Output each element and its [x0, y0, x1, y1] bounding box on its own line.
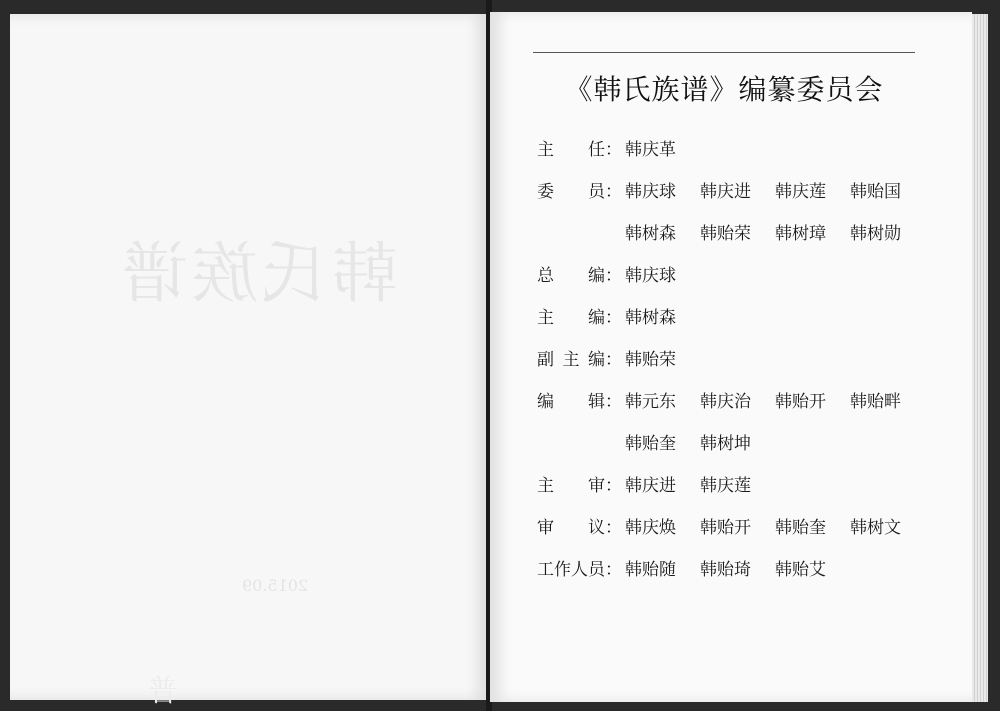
member-name: 韩元东	[625, 391, 676, 412]
role-label-part: 委	[537, 181, 554, 202]
member-name: 韩庆莲	[700, 475, 751, 496]
committee-row	[537, 210, 937, 252]
member-name: 韩贻琦	[700, 559, 751, 580]
member-name: 韩贻奎	[775, 517, 826, 538]
member-names	[625, 261, 700, 286]
member-name: 韩庆莲	[775, 181, 826, 202]
role-label	[537, 135, 605, 160]
committee-row	[537, 126, 937, 168]
role-label-part: 员	[588, 181, 605, 202]
member-name: 韩树勋	[850, 223, 901, 244]
role-label-part: 工作人员	[537, 559, 605, 580]
committee-row	[537, 336, 937, 378]
bleed-through-mark: 普	[148, 674, 178, 709]
role-colon: ：	[605, 559, 622, 580]
committee-row	[537, 420, 937, 462]
member-name: 韩贻随	[625, 559, 676, 580]
page-title: 《韩氏族谱》编纂委员会	[564, 73, 884, 106]
role-label-part: 主	[537, 307, 554, 328]
member-name: 韩树文	[850, 517, 901, 538]
role-label-part: 编	[537, 391, 554, 412]
role-label-part: 主	[537, 475, 554, 496]
member-name: 韩贻荣	[700, 223, 751, 244]
role-label	[537, 177, 605, 202]
page-edges	[972, 14, 988, 702]
member-name: 韩庆革	[625, 139, 676, 160]
member-name: 韩庆进	[700, 181, 751, 202]
member-name: 韩树璋	[775, 223, 826, 244]
member-names	[625, 429, 775, 454]
member-name: 韩贻开	[775, 391, 826, 412]
bleed-through-title: 韩氏族谱	[118, 235, 398, 312]
role-label-part: 副	[537, 349, 554, 370]
role-label-part: 任	[588, 139, 605, 160]
role-colon: ：	[605, 517, 622, 538]
member-name: 韩树坤	[700, 433, 751, 454]
role-label-part: 辑	[588, 391, 605, 412]
role-label	[537, 513, 605, 538]
committee-row	[537, 378, 937, 420]
role-label	[537, 471, 605, 496]
committee-row	[537, 294, 937, 336]
member-name: 韩庆球	[625, 181, 676, 202]
role-colon: ：	[605, 181, 622, 202]
member-name: 韩贻艾	[775, 559, 826, 580]
member-name: 韩庆进	[625, 475, 676, 496]
role-colon: ：	[605, 307, 622, 328]
member-name: 韩贻荣	[625, 349, 676, 370]
member-names	[625, 303, 700, 328]
member-names	[625, 219, 925, 244]
role-label	[537, 387, 605, 412]
role-label	[537, 345, 605, 370]
role-label-part: 编	[588, 307, 605, 328]
committee-row	[537, 168, 937, 210]
member-names	[625, 177, 925, 202]
member-name: 韩树森	[625, 307, 676, 328]
left-page	[10, 14, 488, 709]
committee-row	[537, 252, 937, 294]
role-colon: ：	[605, 349, 622, 370]
member-name: 韩庆治	[700, 391, 751, 412]
member-name: 韩贻开	[700, 517, 751, 538]
role-label	[537, 261, 605, 286]
member-name: 韩树森	[625, 223, 676, 244]
member-names	[625, 513, 925, 538]
member-name: 韩贻国	[850, 181, 901, 202]
member-name: 韩贻畔	[850, 391, 901, 412]
role-label-part: 编	[588, 349, 605, 370]
role-label-part: 议	[588, 517, 605, 538]
member-name: 韩贻奎	[625, 433, 676, 454]
role-label-part: 主	[562, 349, 580, 370]
role-label-part: 总	[537, 265, 554, 286]
committee-row	[537, 504, 937, 546]
role-colon: ：	[605, 139, 622, 160]
member-names	[625, 555, 850, 580]
member-names	[625, 387, 925, 412]
role-colon: ：	[605, 391, 622, 412]
committee-row	[537, 546, 937, 588]
member-name: 韩庆球	[625, 265, 676, 286]
member-names	[625, 471, 775, 496]
role-label-part: 审	[537, 517, 554, 538]
member-names	[625, 345, 700, 370]
committee-list	[537, 126, 937, 588]
committee-row	[537, 462, 937, 504]
member-name: 韩庆焕	[625, 517, 676, 538]
role-colon: ：	[605, 475, 622, 496]
role-label	[537, 555, 605, 580]
header-rule	[533, 52, 915, 53]
role-label-part: 主	[537, 139, 554, 160]
member-names	[625, 135, 700, 160]
role-label	[537, 303, 605, 328]
bleed-through-date: 2015.09	[242, 576, 309, 595]
role-label-part: 审	[588, 475, 605, 496]
role-colon: ：	[605, 265, 622, 286]
role-label-part: 编	[588, 265, 605, 286]
